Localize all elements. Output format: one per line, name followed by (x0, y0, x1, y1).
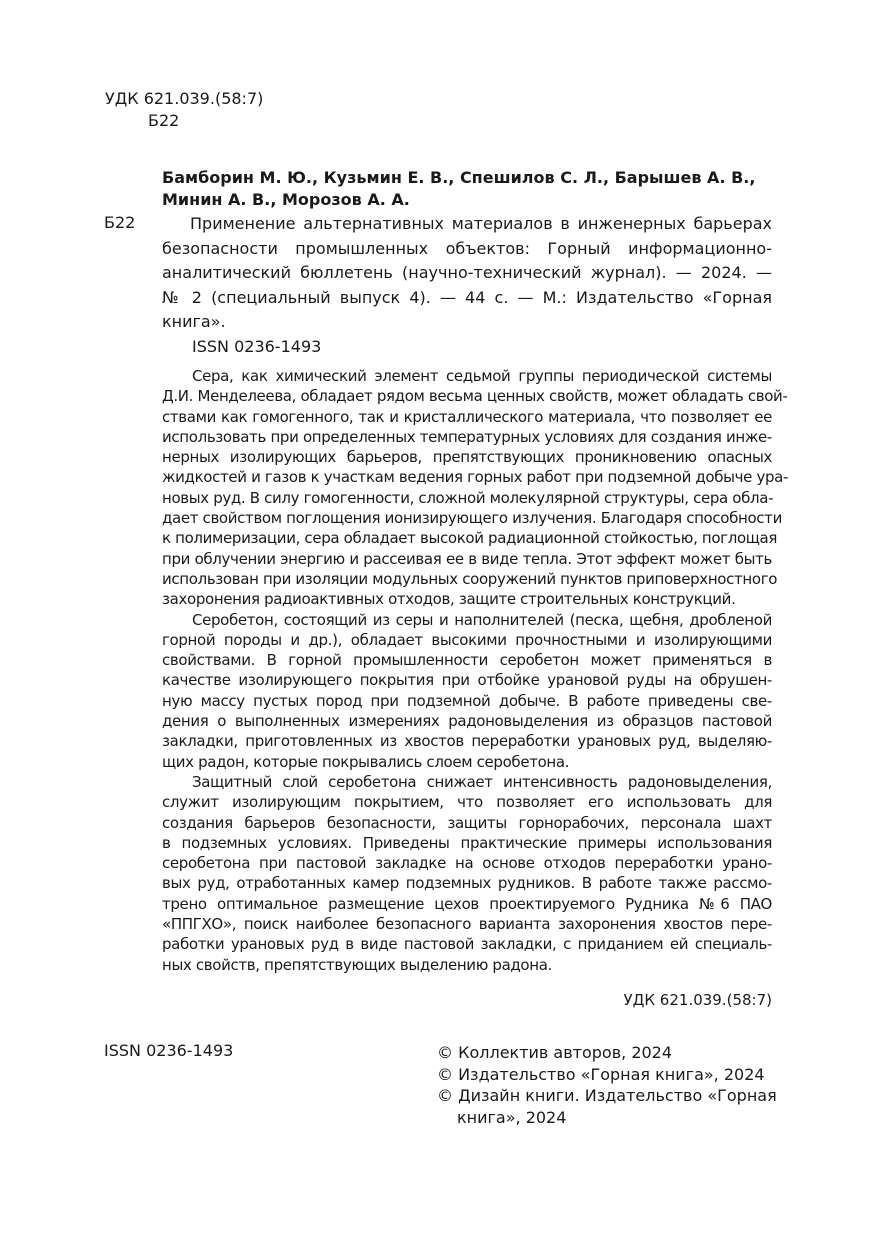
abstract-line: «ППГХО», поиск наиболее безопасного варианта захоронения хвостов пере- (162, 915, 772, 934)
abstract-line: захоронения радиоактивных отходов, защите строительных конструкций. (162, 590, 736, 609)
bib-line: Применение альтернативных материалов в инженерных барьерах (190, 214, 772, 233)
bbk-margin-code: Б22 (104, 213, 136, 232)
authors-block (162, 167, 772, 211)
abstract-line: Защитный слой серобетона снижает интенсивность радоновыделения, (192, 772, 772, 791)
udk-code: УДК 621.039.(58:7) (105, 89, 264, 108)
abstract-line: жидкостей и газов к участкам ведения горных работ при подземной добыче ура- (162, 468, 789, 487)
abstract-line: серобетона при пастовой закладке на основе отходов переработки урано- (162, 854, 772, 873)
abstract-line: к полимеризации, сера обладает высокой радиационной стойкостью, поглощая (162, 529, 778, 548)
copyright-line: книга», 2024 (457, 1107, 567, 1127)
abstract-line: при облучении энергию и рассеивая ее в виде тепла. Этот эффект может быть (162, 549, 772, 568)
copyright-line: © Дизайн книги. Издательство «Горная (437, 1086, 777, 1105)
copyright-block (437, 1042, 777, 1128)
abstract-line: дения о выполненных измерениях радоновыделения из образцов пастовой (162, 712, 772, 731)
abstract-line: Серобетон, состоящий из серы и наполнителей (песка, щебня, дробленой (192, 610, 772, 629)
bib-line: № 2 (специальный выпуск 4). — 44 с. — М.: Издательство «Горная (162, 287, 772, 307)
abstract-line: горной породы и др.), обладает высокими прочностными и изолирующими (162, 630, 772, 649)
abstract-line: качестве изолирующего покрытия при отбойке урановой руды на обрушен- (162, 671, 772, 690)
bib-line: безопасности промышленных объектов: Горный информационно- (162, 238, 772, 258)
bib-line: аналитический бюллетень (научно-технический журнал). — 2024. — (162, 263, 772, 282)
issn-inline: ISSN 0236-1493 (192, 337, 322, 356)
abstract-line: в подземных условиях. Приведены практические примеры использования (162, 833, 772, 852)
authors-line: Бамборин М. Ю., Кузьмин Е. В., Спешилов С. Л., Барышев А. В., (162, 168, 756, 187)
abstract-line: закладки, приготовленных из хвостов переработки урановых руд, выделяю- (162, 732, 772, 751)
abstract-line: трено оптимальное размещение цехов проектируемого Рудника №6 ПАО (162, 894, 772, 913)
abstract (162, 366, 789, 975)
abstract-line: Д.И. Менделеева, обладает рядом весьма ценных свойств, может обладать свой- (162, 387, 788, 406)
abstract-line: использовать при определенных температурных условиях для создания инже- (162, 427, 772, 446)
bbk-code: Б22 (148, 111, 180, 130)
abstract-line: использован при изоляции модульных сооружений пунктов приповерхностного (162, 569, 778, 588)
abstract-line: нерных изолирующих барьеров, препятствующих проникновению опасных (162, 448, 772, 467)
copyright-line: © Издательство «Горная книга», 2024 (437, 1064, 765, 1084)
abstract-line: вых руд, отработанных камер подземных рудников. В работе также рассмо- (162, 874, 772, 893)
udk-code-bottom: УДК 621.039.(58:7) (623, 991, 772, 1009)
abstract-line: служит изолирующим покрытием, что позволяет его использовать для (162, 793, 772, 812)
abstract-line: дает свойством поглощения ионизирующего излучения. Благодаря способности (162, 509, 782, 528)
copyright-line: © Коллектив авторов, 2024 (437, 1043, 673, 1062)
abstract-line: ную массу пустых пород при подземной добыче. В работе приведены све- (162, 691, 772, 710)
abstract-line: новых руд. В силу гомогенности, сложной молекулярной структуры, сера обла- (162, 488, 774, 507)
abstract-line: ствами как гомогенного, так и кристаллического материала, что позволяет ее (162, 407, 772, 426)
abstract-line: создания барьеров безопасности, защиты горнорабочих, персонала шахт (162, 813, 772, 832)
bibliographic-description (162, 212, 772, 335)
abstract-line: свойствами. В горной промышленности серобетон может применяться в (162, 651, 772, 670)
abstract-line: ных свойств, препятствующих выделению радона. (162, 955, 552, 974)
authors-line: Минин А. В., Морозов А. А. (162, 190, 410, 209)
abstract-line: Сера, как химический элемент седьмой группы периодической системы (192, 367, 772, 385)
bib-line: книга». (162, 312, 226, 331)
abstract-line: работки урановых руд в виде пастовой закладки, с приданием ей специаль- (162, 935, 772, 954)
issn-bottom: ISSN 0236-1493 (104, 1041, 234, 1060)
abstract-line: щих радон, которые покрывались слоем серобетона. (162, 752, 570, 771)
